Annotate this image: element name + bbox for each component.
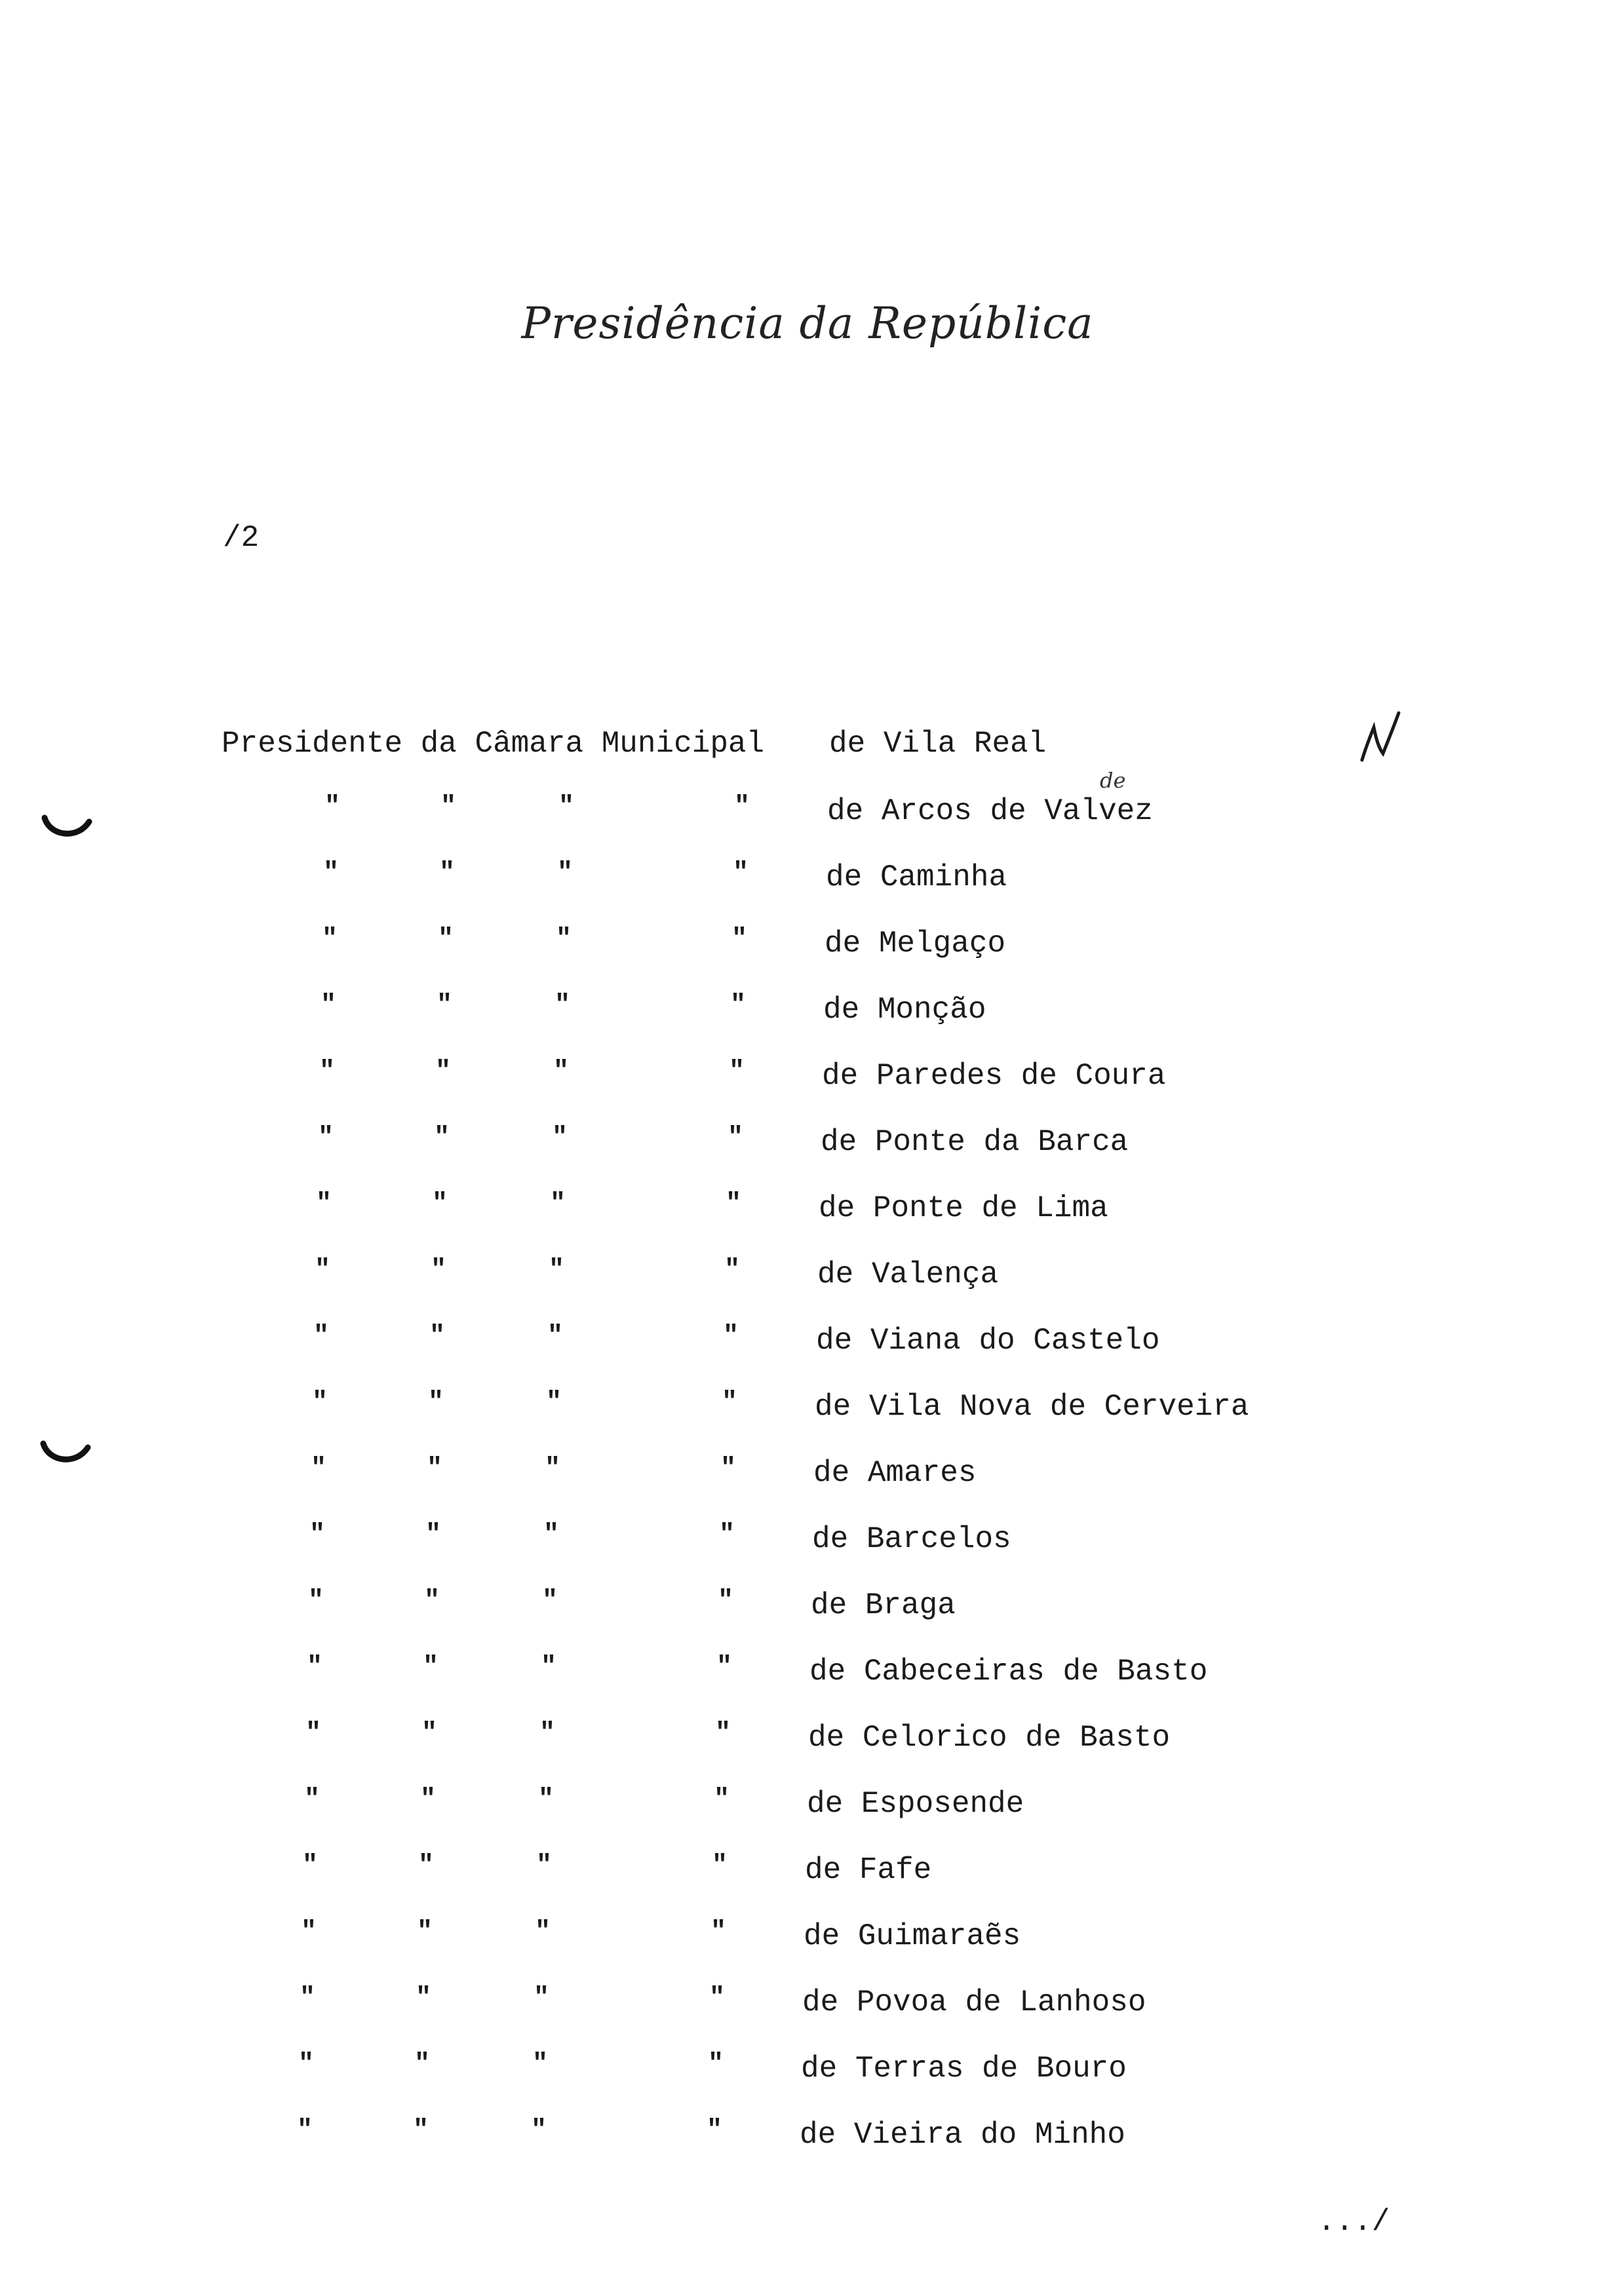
list-item-place: de Esposende xyxy=(807,1787,1024,1821)
ditto-mark: " xyxy=(531,2116,547,2145)
ditto-mark: " xyxy=(734,792,750,822)
ditto-mark: " xyxy=(543,1520,560,1550)
ditto-mark: " xyxy=(420,1785,437,1814)
list-item-place: de Caminha xyxy=(826,860,1007,894)
ditto-mark: " xyxy=(733,858,749,888)
ditto-mark: " xyxy=(421,1719,438,1748)
list-item-place: de Melgaço xyxy=(825,927,1006,961)
ditto-mark: " xyxy=(539,1719,556,1748)
ditto-mark: " xyxy=(315,1255,331,1285)
ditto-mark: " xyxy=(545,1454,561,1483)
ditto-mark: " xyxy=(549,1255,565,1285)
ditto-mark: " xyxy=(547,1322,564,1351)
ditto-mark: " xyxy=(302,1851,319,1881)
ditto-mark: " xyxy=(552,1123,568,1153)
ditto-mark: " xyxy=(720,1454,737,1483)
ditto-mark: " xyxy=(319,1057,336,1086)
ditto-mark: " xyxy=(413,2116,429,2145)
ditto-mark: " xyxy=(722,1388,738,1417)
ditto-mark: " xyxy=(309,1520,326,1550)
ditto-mark: " xyxy=(542,1586,558,1616)
ditto-mark: " xyxy=(731,925,748,954)
list-item-place: de Valença xyxy=(817,1257,999,1292)
list-item-place: de Celorico de Basto xyxy=(808,1721,1171,1755)
continuation-mark: .../ xyxy=(1317,2205,1390,2239)
ditto-mark: " xyxy=(730,991,747,1020)
list-item-place: de Paredes de Coura xyxy=(822,1059,1166,1093)
ditto-mark: " xyxy=(728,1123,744,1153)
ditto-mark: " xyxy=(313,1322,330,1351)
ditto-mark: " xyxy=(440,792,457,822)
list-item-place: de Fafe xyxy=(805,1853,932,1887)
ditto-mark: " xyxy=(708,2050,724,2079)
letterhead-title: Presidência da República xyxy=(521,298,1094,349)
ditto-mark: " xyxy=(723,1322,739,1351)
ditto-mark: " xyxy=(312,1388,328,1417)
ditto-mark: " xyxy=(712,1851,728,1881)
ditto-mark: " xyxy=(707,2116,723,2145)
list-item-place: de Vila Nova de Cerveira xyxy=(815,1390,1249,1424)
ditto-mark: " xyxy=(308,1586,324,1616)
ditto-mark: " xyxy=(300,1983,316,2013)
ditto-mark: " xyxy=(434,1123,450,1153)
list-item-place: de Viana do Castelo xyxy=(816,1324,1160,1358)
ditto-mark: " xyxy=(724,1255,741,1285)
list-item-place: de Povoa de Lanhoso xyxy=(802,1985,1146,2019)
ditto-mark: " xyxy=(726,1189,742,1219)
list-item-place: de Amares xyxy=(813,1456,977,1490)
ditto-mark: " xyxy=(718,1586,734,1616)
list-head-prefix: Presidente da Câmara Municipal xyxy=(222,727,765,761)
ditto-mark: " xyxy=(423,1653,439,1682)
ditto-mark: " xyxy=(432,1189,448,1219)
ditto-mark: " xyxy=(555,991,571,1020)
ditto-mark: " xyxy=(298,2050,315,2079)
ditto-mark: " xyxy=(538,1785,555,1814)
ditto-mark: " xyxy=(321,991,337,1020)
ditto-mark: " xyxy=(553,1057,570,1086)
ditto-mark: " xyxy=(558,792,575,822)
ditto-mark: " xyxy=(534,1983,550,2013)
binder-mark-lower xyxy=(39,1438,92,1471)
ditto-mark: " xyxy=(324,792,341,822)
ditto-mark: " xyxy=(710,1917,727,1947)
list-item-place: de Monção xyxy=(823,993,986,1027)
ditto-mark: " xyxy=(431,1255,447,1285)
ditto-mark: " xyxy=(541,1653,557,1682)
ditto-mark: " xyxy=(716,1653,733,1682)
ditto-mark: " xyxy=(550,1189,566,1219)
ditto-mark: " xyxy=(546,1388,562,1417)
ditto-mark: " xyxy=(307,1653,323,1682)
ditto-mark: " xyxy=(414,2050,431,2079)
ditto-mark: " xyxy=(417,1917,433,1947)
list-item-place: de Terras de Bouro xyxy=(801,2052,1127,2086)
list-item-place: de Ponte de Lima xyxy=(819,1191,1108,1225)
ditto-mark: " xyxy=(532,2050,549,2079)
ditto-mark: " xyxy=(316,1189,332,1219)
ditto-mark: " xyxy=(322,925,338,954)
list-item-place: de Ponte da Barca xyxy=(821,1125,1129,1159)
ditto-mark: " xyxy=(297,2116,313,2145)
ditto-mark: " xyxy=(435,1057,452,1086)
ditto-mark: " xyxy=(311,1454,327,1483)
page-reference: /2 xyxy=(223,521,260,555)
ditto-mark: " xyxy=(439,858,456,888)
ditto-mark: " xyxy=(418,1851,435,1881)
handwritten-insertion: de xyxy=(1100,768,1126,793)
ditto-mark: " xyxy=(416,1983,432,2013)
ditto-mark: " xyxy=(429,1322,446,1351)
ditto-mark: " xyxy=(536,1851,553,1881)
binder-mark-upper xyxy=(41,813,93,845)
list-item-place: de Vieira do Minho xyxy=(800,2118,1125,2152)
ditto-mark: " xyxy=(318,1123,334,1153)
ditto-mark: " xyxy=(714,1785,730,1814)
ditto-mark: " xyxy=(427,1454,443,1483)
ditto-mark: " xyxy=(557,858,574,888)
list-item-place: de Guimaraẽs xyxy=(804,1919,1021,1953)
ditto-mark: " xyxy=(323,858,340,888)
ditto-mark: " xyxy=(304,1785,321,1814)
ditto-mark: " xyxy=(424,1586,440,1616)
ditto-mark: " xyxy=(301,1917,317,1947)
ditto-mark: " xyxy=(729,1057,745,1086)
ditto-mark: " xyxy=(715,1719,731,1748)
ditto-mark: " xyxy=(425,1520,442,1550)
list-item-place: de Cabeceiras de Basto xyxy=(809,1655,1208,1689)
ditto-mark: " xyxy=(438,925,454,954)
ditto-mark: " xyxy=(535,1917,551,1947)
ditto-mark: " xyxy=(719,1520,735,1550)
ditto-mark: " xyxy=(437,991,453,1020)
ditto-mark: " xyxy=(709,1983,726,2013)
list-item-place: de Braga xyxy=(811,1588,956,1622)
list-item-place: de Arcos de Valvez xyxy=(827,794,1153,828)
ditto-mark: " xyxy=(556,925,572,954)
ditto-mark: " xyxy=(305,1719,322,1748)
list-item-place: de Barcelos xyxy=(812,1522,1011,1556)
handwritten-check-mark xyxy=(1357,708,1409,767)
list-head-place: de Vila Real xyxy=(829,727,1047,761)
ditto-mark: " xyxy=(428,1388,444,1417)
